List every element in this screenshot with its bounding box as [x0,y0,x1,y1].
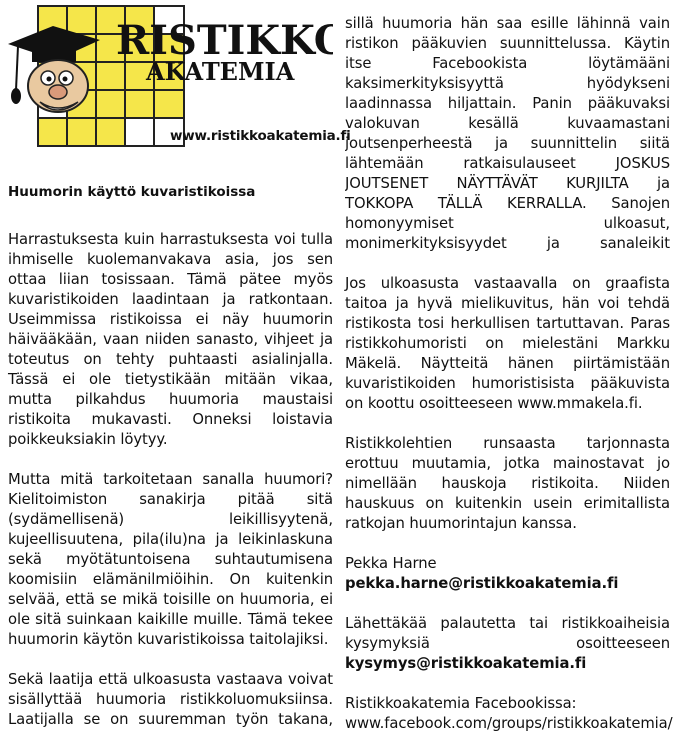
article-heading: Huumorin käyttö kuvaristikoissa [8,184,256,200]
logo-title-line1: RISTIKKO [116,17,333,64]
facebook-info [345,694,673,734]
feedback-email[interactable]: kysymys@ristikkoakatemia.fi [345,655,587,672]
paragraph-4: Jos ulkoasusta vastaavalla on graafista taitoa ja hyvä mielikuvitus, hän voi tehdä ristikosta tosi herkullisen tartuttavan. Paras ristikkohumoristi on mielestäni Markku Mäkelä. Näytteitä hänen piirtämistään kuvaristikoiden humoristisista pääkuvista on koottu osoitteeseen www.mmakela.fi. [345,275,670,412]
feedback-paragraph [345,614,670,674]
facebook-label: Ristikkoakatemia Facebookissa: [345,695,577,712]
site-url[interactable]: www.ristikkoakatemia.fi [170,128,351,144]
paragraph-1: Harrastuksesta kuin harrastuksesta voi tulla ihmiselle kuolemanvakava asia, jos sen ottaa liian tosissaan. Tämä pätee myös kuvaristikoiden laadintaan ja ratkontaan. Useimmissa ristikoissa ei näy huumorin häivääkään, vaan niiden sanasto, vihjeet ja toteutus on tehty puhtaasti asialinjalla. Tässä ei ole tietystikään mitään vikaa, mutta pilkahdus huumoria maustaisi ristikoita mukavasti. Onneksi loistavia poikkeuksiakin löytyy. [8,231,333,448]
paragraph-3-continued [345,14,670,254]
paragraph-3: Sekä laatija että ulkoasusta vastaava voivat sisällyttää huumoria ristikkoluomuksiinsa. Laatijalla se on suuremman työn takana, [8,671,333,728]
author-email[interactable]: pekka.harne@ristikkoakatemia.fi [345,575,619,592]
right-column [345,14,673,754]
paragraph-3-continued-text: sillä huumoria hän saa esille lähinnä vain ristikon pääkuvien suunnittelussa. Käytin itse Facebookista löytämääni kaksimerkityksisyyttä hyödykseni laadinnassa hiljattain. Panin pääkuvaksi valokuvan kesällä kuvaamastani joutsenperheestä ja suunnittelin siitä lähtemään ratkaisulauseet JOSKUS JOUTSENET NÄYTTÄVÄT KURJILTA ja TOKKOPA TÄLLÄ KERRALLA. Sanojen homonyymiset ulkoasut, monimerkityksisyydet ja sanaleikit [345,15,670,252]
author-name: Pekka Harne [345,555,437,572]
logo-title-line2: AKATEMIA [146,57,295,86]
left-column [8,230,333,730]
paragraph-5: Ristikkolehtien runsaasta tarjonnasta erottuu muutamia, jotka mainostavat jo nimellään hauskoja ristikoita. Niiden hauskuus on kuitenkin usein erimitallista ratkojan huumorintajun kanssa. [345,435,670,532]
facebook-url[interactable]: www.facebook.com/groups/ristikkoakatemia/ [345,715,673,732]
feedback-text: Lähettäkää palautetta tai ristikkoaiheisia kysymyksiä osoitteeseen [345,615,670,652]
signature [345,554,670,594]
paragraph-2: Mutta mitä tarkoitetaan sanalla huumori? Kielitoimiston sanakirja pitää sitä (sydämellisenä) leikillisyytenä, kujeellisuutena, pila(ilu)na ja leikinlaskuna sekä myötätuntoisena suhtautumisena koomisiin elämänilmiöihin. On kuitenkin selvää, että se mikä toisille on huumoria, ei ole sitä suinkaan kaikille muille. Tämä tekee huumorin käytön kuvaristikoissa taitolajiksi. [8,471,333,648]
